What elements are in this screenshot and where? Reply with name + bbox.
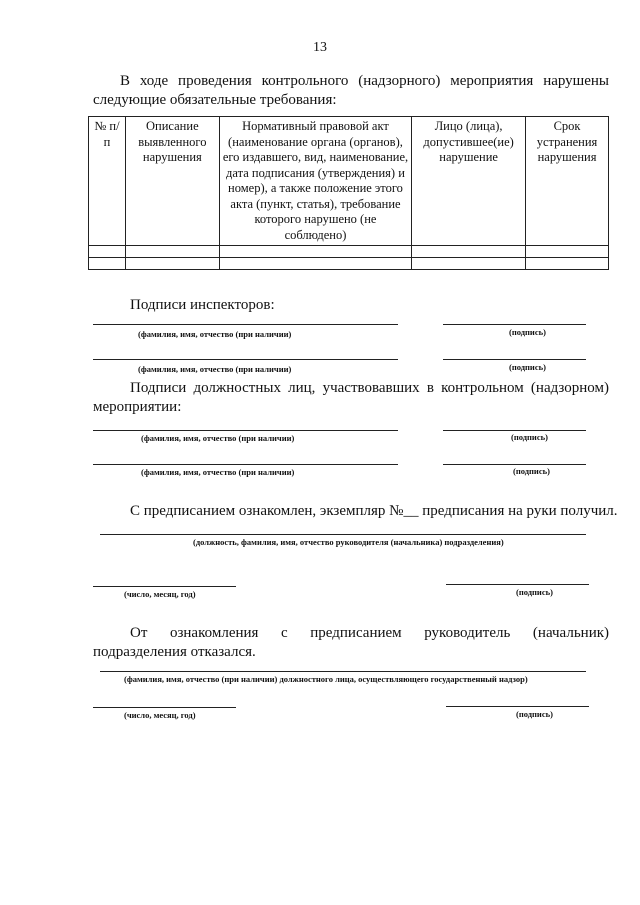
acquaint-date-line[interactable]: [93, 586, 236, 587]
header-legal-act: Нормативный правовой акт (наименование органа (органов), его издавшего, вид, наименование, дата подписания (утверждения) и номер), а также положение этого акта (пункт, статья), требование которого нарушено (не соблюдено): [219, 117, 411, 246]
table-cell[interactable]: [526, 246, 609, 258]
violations-table: [88, 116, 609, 270]
header-deadline: Срок устранения нарушения: [526, 117, 609, 246]
inspector-1-fio-caption: (фамилия, имя, отчество (при наличии): [138, 329, 292, 339]
intro-line-2: следующие обязательные требования:: [93, 92, 337, 108]
refusal-name-line[interactable]: [100, 671, 586, 672]
table-cell[interactable]: [526, 258, 609, 270]
refusal-date-caption: (число, месяц, год): [124, 710, 196, 720]
official-2-sign-line[interactable]: [443, 464, 586, 465]
table-cell[interactable]: [89, 246, 126, 258]
table-header-row: [89, 117, 609, 246]
inspector-2-fio-caption: (фамилия, имя, отчество (при наличии): [138, 364, 292, 374]
inspector-1-sign-caption: (подпись): [509, 327, 546, 337]
table-row: [89, 258, 609, 270]
header-responsible: Лицо (лица), допустившее(ие) нарушение: [412, 117, 526, 246]
table-cell[interactable]: [125, 246, 219, 258]
table-row: [89, 246, 609, 258]
inspector-2-sign-caption: (подпись): [509, 362, 546, 372]
refusal-line-2: подразделения отказался.: [93, 644, 256, 660]
officials-heading-line-2: мероприятии:: [93, 399, 182, 415]
header-description: Описание выявленного нарушения: [125, 117, 219, 246]
table-cell[interactable]: [89, 258, 126, 270]
acquaint-sign-caption: (подпись): [516, 587, 553, 597]
inspector-2-fio-line[interactable]: [93, 359, 398, 360]
refusal-name-caption: (фамилия, имя, отчество (при наличии) должностного лица, осуществляющего государственный надзор): [124, 674, 528, 684]
table-cell[interactable]: [219, 258, 411, 270]
official-1-sign-line[interactable]: [443, 430, 586, 431]
table-cell[interactable]: [412, 246, 526, 258]
refusal-date-line[interactable]: [93, 707, 236, 708]
refusal-line-1: От ознакомления с предписанием руководитель (начальник): [130, 625, 609, 641]
inspector-2-sign-line[interactable]: [443, 359, 586, 360]
inspectors-heading: Подписи инспекторов:: [130, 297, 275, 313]
acquaint-sign-line[interactable]: [446, 584, 589, 585]
officials-heading-line-1: Подписи должностных лиц, участвовавших в контрольном (надзорном): [130, 380, 609, 396]
acquaint-text: С предписанием ознакомлен, экземпляр №__ предписания на руки получил.: [130, 503, 618, 519]
refusal-sign-line[interactable]: [446, 706, 589, 707]
acquaint-name-caption: (должность, фамилия, имя, отчество руководителя (начальника) подразделения): [193, 537, 504, 547]
header-number: № п/п: [89, 117, 126, 246]
official-2-fio-caption: (фамилия, имя, отчество (при наличии): [141, 467, 295, 477]
official-1-fio-line[interactable]: [93, 430, 398, 431]
official-2-fio-line[interactable]: [93, 464, 398, 465]
inspector-1-sign-line[interactable]: [443, 324, 586, 325]
official-1-fio-caption: (фамилия, имя, отчество (при наличии): [141, 433, 295, 443]
refusal-sign-caption: (подпись): [516, 709, 553, 719]
table-cell[interactable]: [219, 246, 411, 258]
acquaint-name-line[interactable]: [100, 534, 586, 535]
official-2-sign-caption: (подпись): [513, 466, 550, 476]
table-cell[interactable]: [125, 258, 219, 270]
page-number: 13: [313, 40, 327, 55]
acquaint-date-caption: (число, месяц, год): [124, 589, 196, 599]
inspector-1-fio-line[interactable]: [93, 324, 398, 325]
table-cell[interactable]: [412, 258, 526, 270]
official-1-sign-caption: (подпись): [511, 432, 548, 442]
intro-line-1: В ходе проведения контрольного (надзорного) мероприятия нарушены: [120, 73, 609, 89]
